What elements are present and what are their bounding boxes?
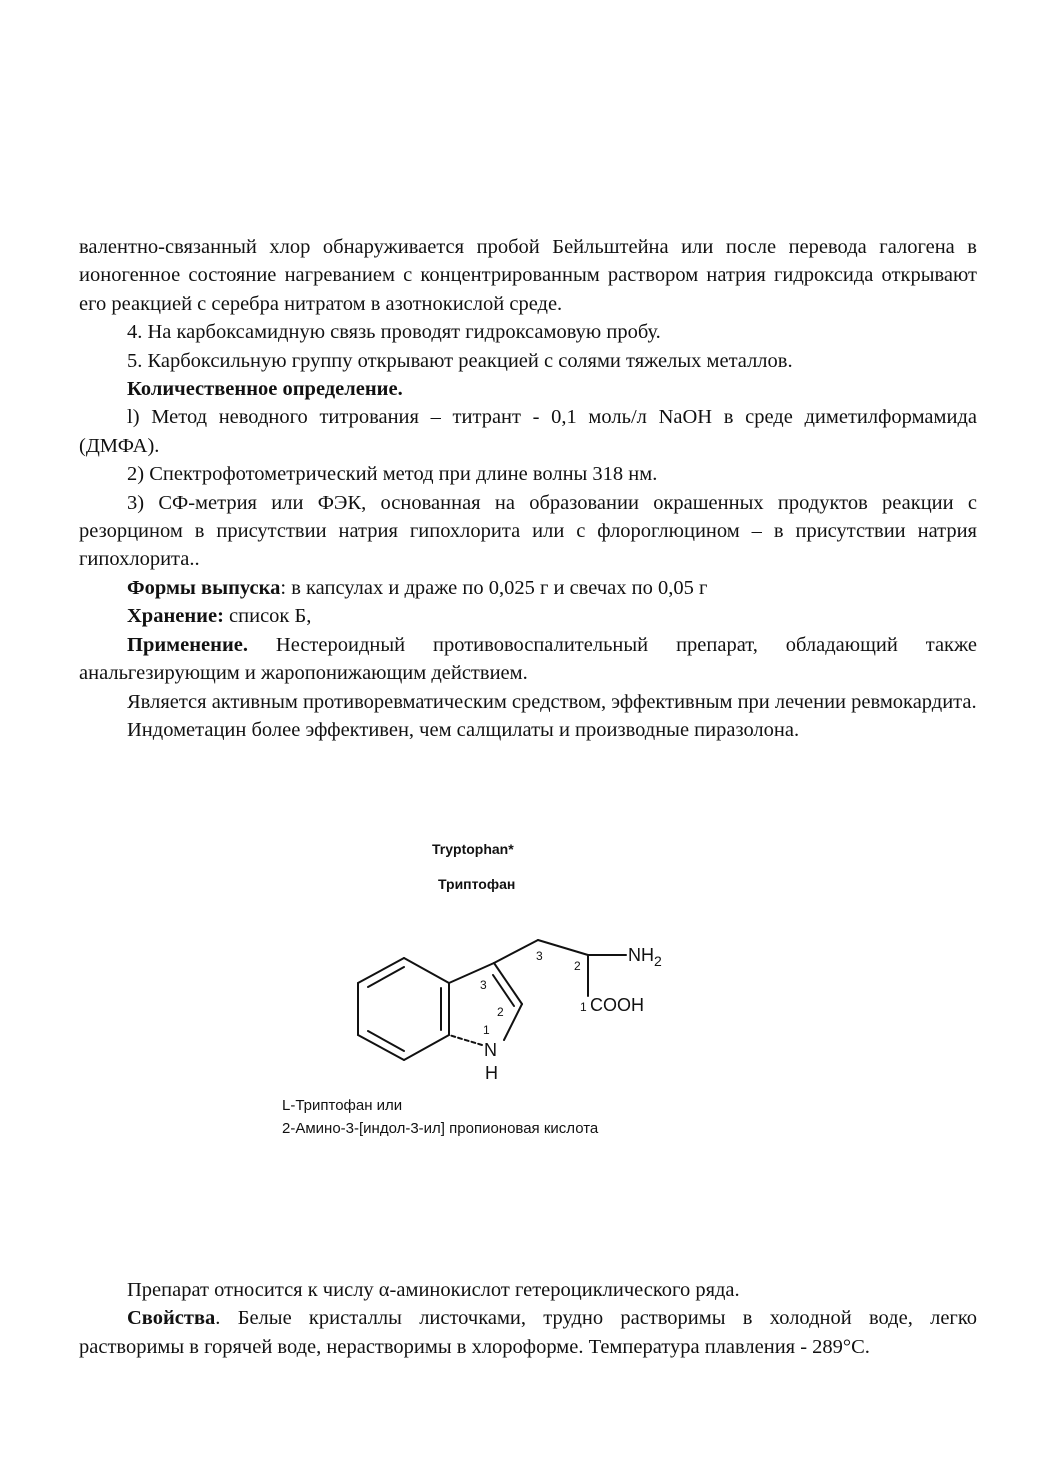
figure-title-ru: Триптофан: [438, 876, 516, 892]
bond-c3-c2-double: [493, 975, 514, 1006]
amino-text-before: Препарат относится к числу: [127, 1279, 379, 1301]
num-1-ring: 1: [483, 1023, 490, 1037]
num-1-cooh: 1: [580, 1000, 587, 1014]
paragraph-indomethacin: Индометацин более эффективен, чем салщилаты и производные пиразолона.: [127, 718, 800, 741]
quant-heading-text: Количественное определение.: [127, 378, 403, 401]
num-3-ring: 3: [480, 978, 487, 992]
num-2-ring: 2: [497, 1005, 504, 1019]
label-nh2: $NH_2$: [628, 945, 662, 969]
storage-label: Хранение:: [127, 605, 224, 628]
paragraph-antirheumatic: Является активным противоревматическим средством, эффективным при лечении ревмокардита.: [127, 690, 977, 713]
num-3-beta: 3: [536, 949, 543, 963]
paragraph-carboxamide: 4. На карбоксамидную связь проводят гидроксамовую пробу.: [127, 321, 661, 344]
label-h: H: [485, 1063, 498, 1083]
figure-caption: [282, 1094, 598, 1140]
paragraph-spectrophotometry: 2) Спектрофотометрический метод при длине волны 318 нм.: [127, 463, 658, 486]
forms-label: Формы выпуска: [127, 576, 281, 599]
label-cooh: COOH: [590, 995, 644, 1015]
label-n: N: [484, 1040, 497, 1060]
paragraph-carboxyl: 5. Карбоксильную группу открывают реакцией с солями тяжелых металлов.: [127, 349, 793, 372]
num-2-alpha: 2: [574, 959, 581, 973]
props-label: Свойства: [127, 1307, 216, 1330]
paragraph-titration: l) Метод неводного титрования – титрант - 0,1 моль/л NaOH в среде диметилформамида (ДМФА).: [79, 406, 977, 457]
use-text: Нестероидный противовоспалительный препарат, обладающий также анальгезирующим и жаропонижающим действием.: [79, 633, 977, 685]
props-text: . Белые кристаллы листочками, трудно растворимы в холодной воде, легко растворимы в горячей воде, нерастворимы в хлороформе. Температура плавления - 289°С.: [79, 1307, 977, 1358]
paragraph-chlorine-detection: валентно-связанный хлор обнаруживается пробой Бейльштейна или после перевода галогена в ионогенное состояние нагреванием с концентрированным раствором натрия гидроксида открывают его реакцией с серебра нитратом в азотнокислой среде.: [79, 236, 977, 315]
caption-line-1: L-Триптофан или: [282, 1097, 403, 1114]
amino-text-after: -аминокислот гетероциклического ряда.: [389, 1279, 740, 1301]
use-label: Применение.: [127, 633, 248, 656]
storage-text: список Б,: [223, 605, 312, 628]
paragraph-sf-metry: 3) СФ-метрия или ФЭК, основанная на образовании окрашенных продуктов реакции с резорцином в присутствии натрия гипохлорита или с флороглюцином – в присутствии натрия гипохлорита..: [79, 491, 977, 571]
bond-c2-n1: [504, 1004, 522, 1040]
alpha-symbol: α: [378, 1279, 390, 1301]
caption-line-2: 2-Амино-3-[индол-3-ил] пропионовая кислота: [282, 1120, 599, 1137]
bond-benzene-inner-3: [368, 1031, 404, 1051]
bottom-text-block: [79, 1276, 977, 1361]
paragraph-amino-acids: [79, 1276, 977, 1304]
bond-c3-cbeta: [494, 940, 538, 963]
figure-title-en: Tryptophan*: [432, 841, 514, 857]
bond-c3a-c3: [449, 963, 494, 983]
bond-cbeta-calpha: [538, 940, 588, 955]
bond-benzene-inner-1: [368, 967, 404, 987]
forms-text: : в капсулах и драже по 0,025 г и свечах по 0,05 г: [280, 576, 708, 599]
bond-n1-c7a-dashed: [449, 1035, 482, 1045]
paragraph-properties: [79, 1304, 977, 1361]
bond-benzene-2: [404, 958, 449, 983]
bond-benzene-4: [404, 1035, 449, 1060]
